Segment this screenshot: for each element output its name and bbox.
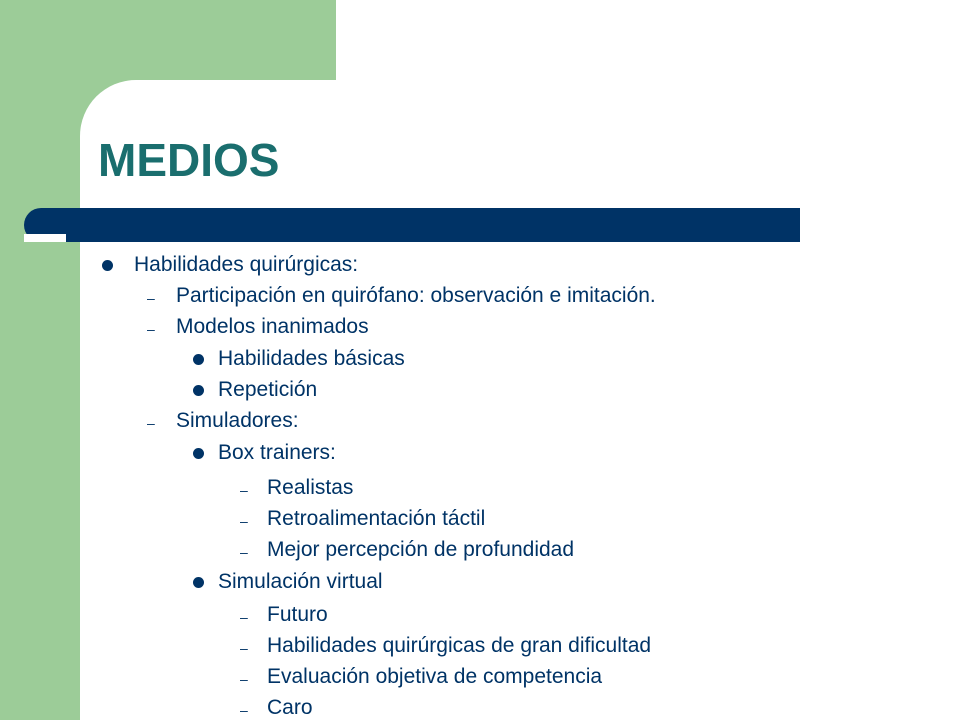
outline-item-l3: Habilidades básicas	[218, 347, 405, 370]
outline-item-l4: Caro	[267, 696, 313, 719]
dash-icon: –	[147, 415, 155, 431]
outline-item-l4: Futuro	[267, 603, 328, 626]
outline-item-l2: Modelos inanimados	[176, 315, 369, 338]
dash-icon: –	[240, 702, 248, 718]
dash-icon: –	[240, 482, 248, 498]
outline-item-l4: Realistas	[267, 476, 354, 499]
outline-item-l4: Retroalimentación táctil	[267, 507, 486, 530]
bullet-dot-icon	[193, 448, 204, 459]
outline-item-l4: Evaluación objetiva de competencia	[267, 665, 603, 688]
dash-icon: –	[240, 609, 248, 625]
bullet-dot-icon	[102, 260, 113, 271]
dash-icon: –	[240, 640, 248, 656]
bullet-dot-icon	[193, 354, 204, 365]
dash-icon: –	[240, 513, 248, 529]
bar-notch	[24, 234, 66, 242]
bullet-dot-icon	[193, 577, 204, 588]
outline-item-l3: Repetición	[218, 378, 318, 401]
title-underline-bar	[24, 208, 800, 242]
outline-item-l3: Box trainers:	[218, 441, 336, 464]
dash-icon: –	[147, 321, 155, 337]
outline-item-l3: Simulación virtual	[218, 570, 383, 593]
slide-title: MEDIOS	[98, 134, 280, 186]
outline-item-l4: Mejor percepción de profundidad	[267, 538, 575, 561]
dash-icon: –	[147, 290, 155, 306]
dash-icon: –	[240, 671, 248, 687]
bullet-dot-icon	[193, 385, 204, 396]
outline-item-l4: Habilidades quirúrgicas de gran dificultad	[267, 634, 652, 657]
outline-item-l1: Habilidades quirúrgicas:	[134, 253, 359, 276]
outline-item-l2: Simuladores:	[176, 409, 299, 432]
dash-icon: –	[240, 544, 248, 560]
outline-item-l2: Participación en quirófano: observación e imitación.	[176, 284, 656, 307]
